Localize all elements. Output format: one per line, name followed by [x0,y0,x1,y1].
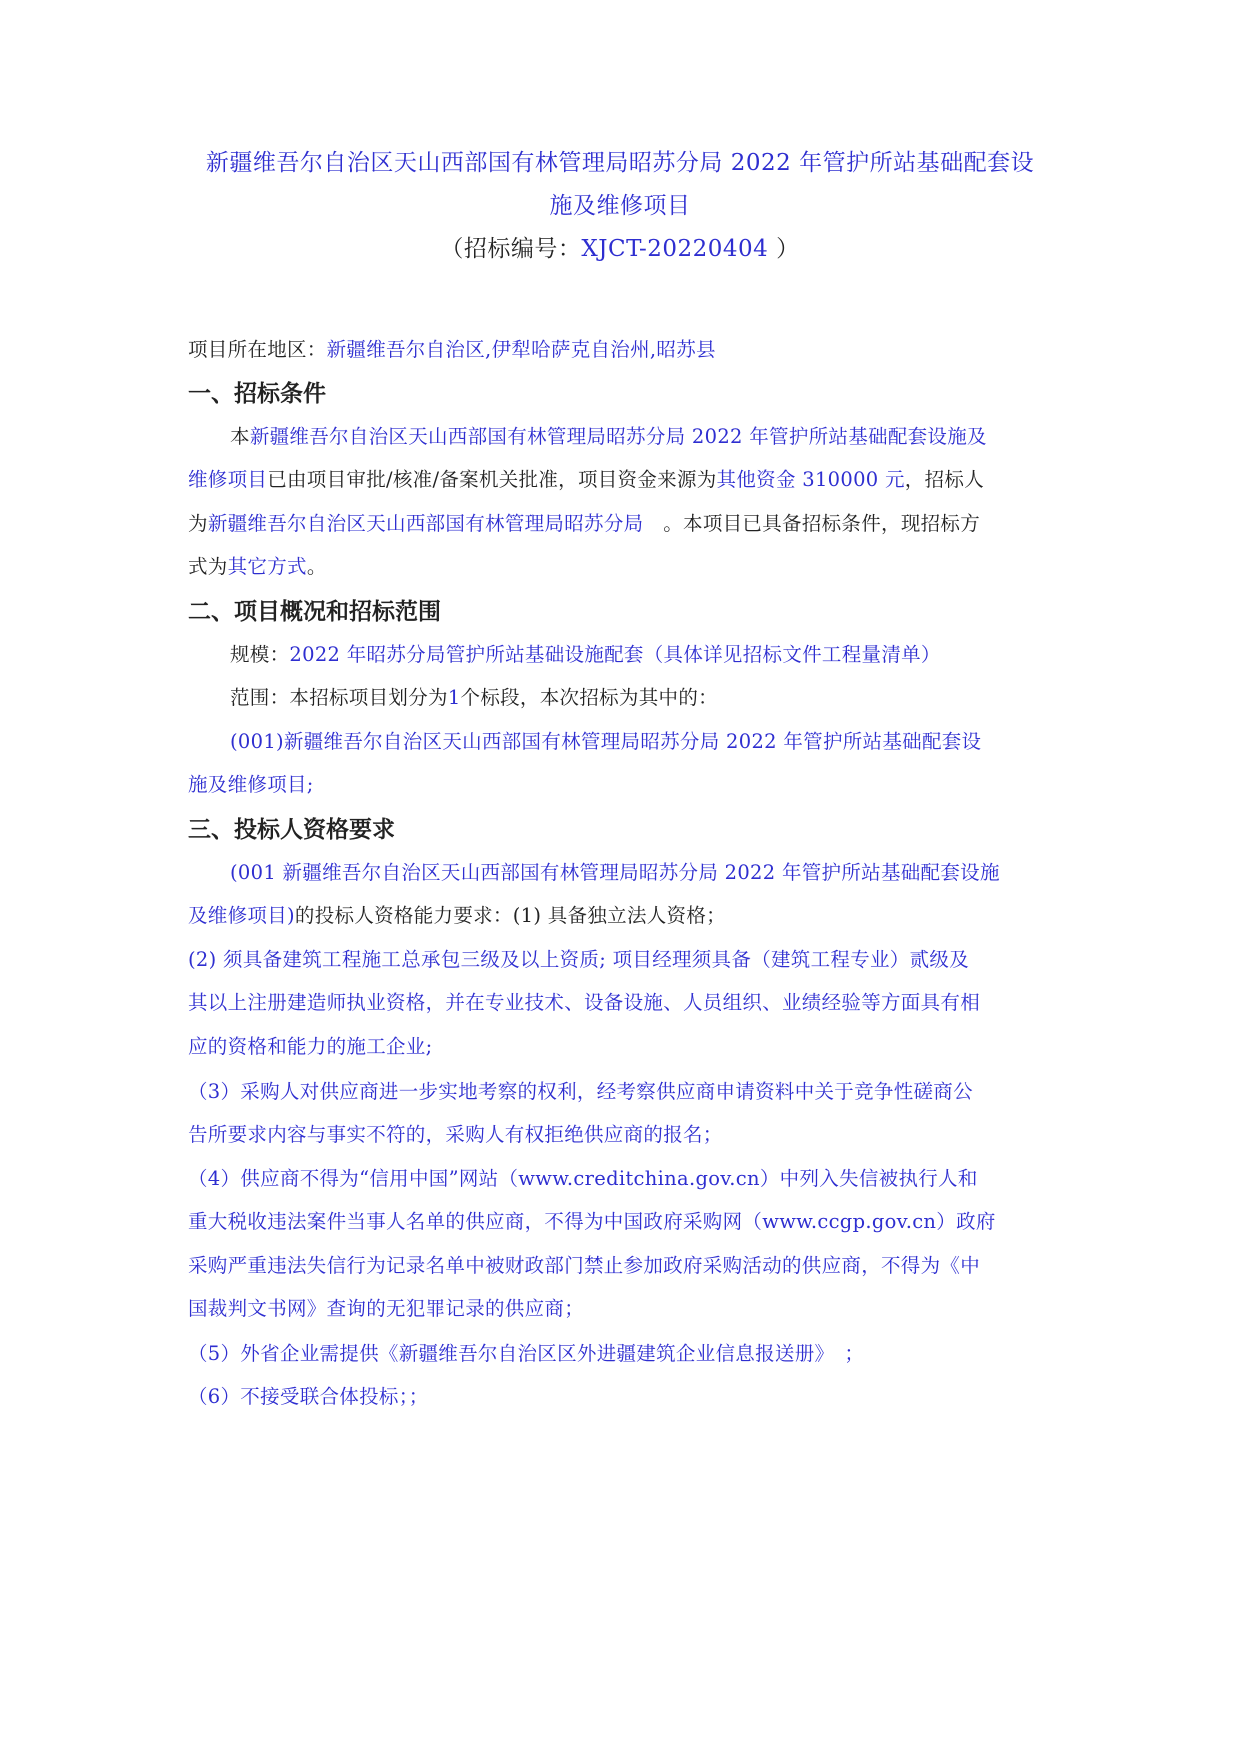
project-range [230,682,1110,710]
text-span: 为 [188,512,208,535]
tender-code-prefix: （招标编号： [440,236,582,262]
tenderer-name: 新疆维吾尔自治区天山西部国有林管理局昭苏分局 [207,512,644,535]
lot-line2: 施及维修项目; [188,773,314,796]
qual-line5: 应的资格和能力的施工企业; [188,1035,433,1058]
section1-line1 [230,421,1110,449]
scale-label: 规模： [230,643,290,666]
qual-line1: (001 新疆维吾尔自治区天山西部国有林管理局昭苏分局 2022 年管护所站基础配套设施 [230,861,1000,884]
lot-name-cont: 及维修项目) [188,904,295,927]
qual-line13: （6）不接受联合体投标；； [188,1385,429,1408]
qual-line3: (2) 须具备建筑工程施工总承包三级及以上资质; 项目经理须具备（建筑工程专业）贰级及 [188,948,969,971]
text-span: 。本项目已具备招标条件，现招标方 [643,512,981,535]
project-scale [230,639,1110,667]
document-title-line2: 施及维修项目 [549,193,691,219]
text-span: 式为 [188,555,228,578]
project-name-cont: 维修项目 [188,468,268,491]
location-value: 新疆维吾尔自治区,伊犁哈萨克自治州,昭苏县 [326,338,716,361]
scale-value: 2022 年昭苏分局管护所站基础设施配套（具体详见招标文件工程量清单） [289,643,941,666]
text-span: 。 [306,555,327,578]
qual-line7: 告所要求内容与事实不符的，采购人有权拒绝供应商的报名； [188,1123,723,1146]
section1-heading: 一、招标条件 [188,381,326,407]
project-location [188,334,1068,362]
section1-line4 [188,551,1068,579]
tender-code [150,230,1090,263]
qual-line2 [188,900,1068,928]
qual-line10: 采购严重违法失信行为记录名单中被财政部门禁止参加政府采购活动的供应商，不得为《中 [188,1254,981,1277]
section3-heading: 三、投标人资格要求 [188,817,395,843]
qual-line8: （4）供应商不得为“信用中国”网站（www.creditchina.gov.cn）中列入失信被执行人和 [188,1167,978,1190]
fund-source: 其他资金 310000 元 [716,468,905,491]
text-span: 范围：本招标项目划分为 [230,686,448,709]
location-label: 项目所在地区： [188,338,327,361]
project-name: 新疆维吾尔自治区天山西部国有林管理局昭苏分局 2022 年管护所站基础配套设施及 [249,425,987,448]
section1-line3 [188,508,1068,536]
tender-method: 其它方式 [227,555,307,578]
lot-line1: (001)新疆维吾尔自治区天山西部国有林管理局昭苏分局 2022 年管护所站基础配套设 [230,730,982,753]
qual-line9: 重大税收违法案件当事人名单的供应商，不得为中国政府采购网（www.ccgp.gov.cn）政府 [188,1210,996,1233]
tender-code-value: XJCT-20220404 [581,236,769,262]
document-title-line1: 新疆维吾尔自治区天山西部国有林管理局昭苏分局 2022 年管护所站基础配套设 [205,150,1035,176]
qual-line12: （5）外省企业需提供《新疆维吾尔自治区区外进疆建筑企业信息报送册》 ； [188,1342,865,1365]
qual-line4: 其以上注册建造师执业资格，并在专业技术、设备设施、人员组织、业绩经验等方面具有相 [188,991,981,1014]
qual-line11: 国裁判文书网》查询的无犯罪记录的供应商； [188,1297,585,1320]
text-span: 已由项目审批/核准/备案机关批准，项目资金来源为 [267,468,717,491]
text-span: 个标段，本次招标为其中的： [460,686,718,709]
text-span: 的投标人资格能力要求：(1) 具备独立法人资格； [294,904,726,927]
tender-code-suffix: ） [768,236,800,262]
qual-line6: （3）采购人对供应商进一步实地考察的权利，经考察供应商申请资料中关于竞争性磋商公 [188,1080,973,1103]
text-span: 本 [230,425,250,448]
lot-count: 1 [447,686,461,709]
text-span: ，招标人 [904,468,984,491]
section1-line2 [188,464,1068,492]
section2-heading: 二、项目概况和招标范围 [188,599,441,625]
